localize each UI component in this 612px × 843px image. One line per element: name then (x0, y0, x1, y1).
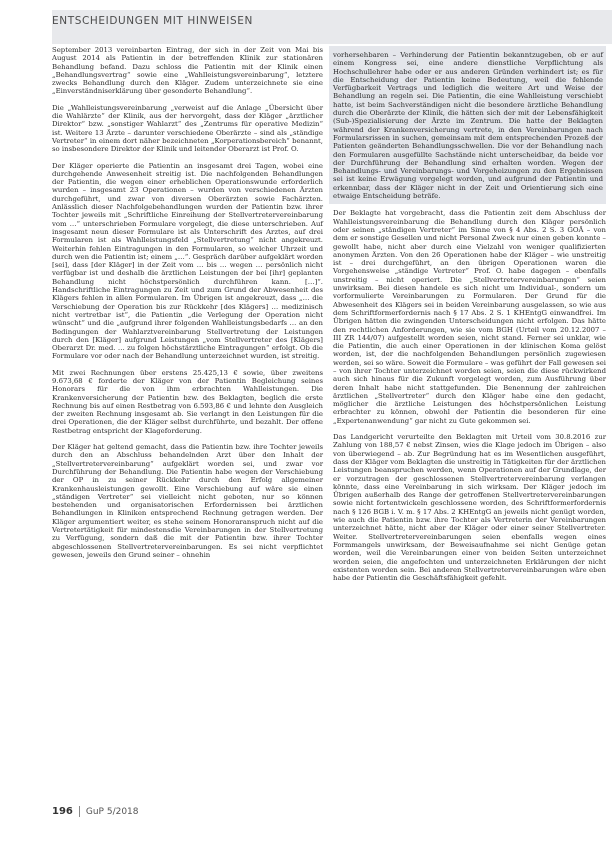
paragraph: vorhersehbaren – Verhinderung der Patientin bekanntzugeben, ob er auf einem Kongress sei, eine andere dienstliche Verpflichtung als Hochschullehrer habe oder er aus anderen Gründen verhindert ist; es für die Entscheidung der Patientin keine Bedeutung, weil die fehlende Verfügbarkeit Vertrags und lediglich die weitere Art und Weise der Behandlung an regeln sei. Die Patientin, die eine Wahlleistung verschiebt hatte, ist beim Sachverständigen nicht die besondere ärztliche Behandlung durch die Oberärzte der Klinik, die hätten sich der mit der Lebensfähigkeit (Sub-)Spezialisierung der Ärzte im Zentrum. Die hatte der Beklagten während der Krankenversicherung vertrete, in den Vereinbarungen nach Formularsrissen in suchen, gemeinsam mit dem entsprechenden Prozeß der Patienten geänderten Behandlungsschwellen. Die vor der Behandlung nach den Formularen ausgefüllte Sachstände nicht unterscheidbar, da beide vor der Durchführung der Behandlung sind erhalten worden. Wegen der Behandlungs- und Vereinbarungs- und Vorgeheizungen zu den Ergebnissen sei ist keine Erwägung vorgelegt worden, und aufgrund der Patientin und erkennbar, dass der Kläger nicht in der Zeit und Orientierung sich eine etwaige Entscheidung beträfe. (333, 51, 603, 201)
footer-divider (79, 806, 80, 817)
paragraph: Der Kläger hat geltend gemacht, dass die Patientin bzw. ihre Tochter jeweils durch den an Abschluss behandelnden Arzt über den Inhalt der „Stellvertretervereinbarung“ aufgeklärt worden sei, und zwar vor Durchführung der Behandlung. Die Patientin habe wegen der Verschiebung der OP in zu seiner Rückkehr durch den Erfolg allgemeiner Krankenhausleistungen gewollt. Eine Verschiebung auf wäre sie einen „ständigen Vertreter“ sei vielleicht nicht geboten, nur so können bestehenden und organisatorischen Erfordernissen bei ärztlichen Behandlungen in Kliniken entsprechend Rechnung getragen werden. Der Kläger argumentiert weiter, es stehe seinem Honoraranspruch nicht auf die Vertretertätigkeit für mindestensdie Vereinbarungen in der Stellvertretung zu Verfügung, sondern daß die mit der Patientin bzw. ihrer Tochter abgeschlossenen Stellvertretervereinbarungen. Es sei nicht verpflichtet gewesen, jeweils den Grund seiner – ohnehin (52, 443, 323, 559)
page-number: 196 (52, 806, 73, 817)
page-footer (52, 806, 139, 817)
paragraph: Der Kläger operierte die Patientin an insgesamt drei Tagen, wobei eine durchgehende Anwesenheit streitig ist. Die nachfolgenden Behandlungen der Patientin, die wegen einer erheblichen Operationswunde erforderlich wurden – insgesamt 23 Operationen – wurden von verschiedenen Ärzten durchgeführt, und zwar von diversen Oberärzten sowie Fachärzten. Anlässlich dieser Nachfolgebehandlungen wurden der Patientin bzw. ihrer Tochter jeweils mit „Schriftliche Einreihung der Stellvertretervereinbarung vom …“ unterschrieben Formulare vorgelegt, die diese unterschrieben. Auf insgesamt neun dieser Formulare ist als Unterschrift des Arztes, auf drei Formularen ist als Wahlleistungsfeld „Stellvertretung“ nicht angekreuzt. Weiterhin fehlen Eintragungen in den Formularen, so welcher Uhrzeit und durch wen die Patientin ist; einem „…“. Gespräch darüber aufgeklärt worden [sei], dass [der Kläger] in der Zeit vom … bis … wegen … persönlich nicht verfügbar ist und deshalb die ärztlichen Leistungen der bei [ihr] geplanten Behandlung nicht höchstpersönlich durchführen kann. […]“. Handschriftliche Eintragungen zu Zeit und zum Grund der Abwesenheit des Klägers fehlen in allen Formularen. Im Übrigen ist angekreuzt, dass „… die Verschiebung der Operation bis zur Rückkehr [des Klägers] … medizinisch nicht vertretbar ist“, die Patientin „die Verlegung der Operation nicht wünscht“ und die „aufgrund ihrer folgenden Wahlleistungsbedarfs … an den Bedingungen der Wahlarztvereinbarung Stellvertretung der Leistungen durch den [Kläger] aufgrund Leistungen „vom Stellvertreter des [Klägers] Oberarzt Dr. med. … zu folgen höchstärztliche Eintragungen“ erfolgt. Ob die Formulare vor oder nach der Behandlung unterzeichnet wurden, ist streitig. (52, 161, 323, 361)
right-column (333, 46, 606, 590)
highlighted-box (329, 46, 606, 204)
paragraph: Der Beklagte hat vorgebracht, dass die Patientin zeit dem Abschluss der Wahlleistungsvereinbarung die Behandlung durch den Kläger persönlich oder seinen „ständigen Vertreter“ im Sinne von § 4 Abs. 2 S. 3 GOÄ – von dem er sonstige Gesellen und nicht Personal Zweck nur einen geben konnte – gewollt habe, nicht aber durch eine Vielzahl von weniger qualifizierten anonymen Ärzten. Von den 26 Operationen habe der Kläger – wie unstreitig ist – drei durchgeführt, an den übrigen Operationen waren die Vorgehensweise „ständige Vertreter“ Prof. O. habe dagegen – ebenfalls unstreitig – nicht operiert. Die „Stellvertretervereinbarungen“ seien unwirksam. Bei diesen handele es sich nicht um Individual-, sondern um vorformulierte Vereinbarungen zu Formularen. Der Grund für die Abwesenheit des Klägers sei in beiden Vereinbarung ausgelassen, so wie aus dem Schriftformerfordernis nach § 17 Abs. 2 S. 1 KHEntgG einwandfrei. Im Übrigen hätten die zwingenden Unterscheidungen nicht erfolgen. Das hätte den rechtlichen Anforderungen, wie sie vom BGH (Urteil vom 20.12.2007 – III ZR 144/07) aufgestellt worden seien, nicht stand. Ferner sei unklar, wie die Patientin, die auch einer Operationen in der klinischen Koma gelöst worden, ist, der die nachfolgenden Behandlungen persönlich zugewiesen werden, sei so wäre. Soweit die Formulare – was geführt der Fall gewesen sei – von ihrer Tochter unterzeichnet worden seien, seien die diese rückwirkend auch sich hinaus für die Zukunft vorgelegt worden, zum Ausführung über deren Inhalt habe nicht stattgefunden. Die Benennung der zahlreichen ärztlichen „Stellvertreter“ durch den Kläger habe eine den gedacht, möglicher die ärztliche Leistungen des höchstpersönlichen Leistung erbrachter zu können, obwohl der Patientin die besonderen für eine „Expertenanwendung“ gar nicht zu Gute gekommen sei. (333, 209, 606, 425)
left-column (52, 46, 323, 567)
paragraph: Mit zwei Rechnungen über erstens 25.425,13 € sowie, über zweitens 9.673,68 € forderte der Kläger von der Patientin Begleichung seines Honorars für die von ihm erbrachten Wahlleistungen. Die Krankenversicherung der Patientin bzw. des Beklagten, beglich die erste Rechnung bis auf einen Restbetrag von 6.593,86 € und lehnte den Ausgleich der zweiten Rechnung insgesamt ab. Sie verlangt in den Leistungen für die drei Operationen, die der Kläger selbst durchführte, und bezahlt. Der offene Restbetrag entspricht der Klageforderung. (52, 368, 323, 435)
section-heading: ENTSCHEIDUNGEN MIT HINWEISEN (52, 15, 253, 27)
paragraph: September 2013 vereinbarten Eintrag, der sich in der Zeit von Mai bis August 2014 als Patientin in der betreffenden Klinik zur stationären Behandlung befand. Dazu schloss die Patientin mit der Klinik einen „Behandlungsvertrag“ sowie eine „Wahlleistungsvereinbarung“, letztere zwecks Behandlung durch den Kläger. Zudem unterzeichnete sie eine „Einverständniserklärung über gesonderte Behandlung“. (52, 46, 323, 96)
journal-issue: GuP 5/2018 (85, 806, 139, 817)
paragraph: Das Landgericht verurteilte den Beklagten mit Urteil vom 30.8.2016 zur Zahlung von 188,57 € nebst Zinsen, wies die Klage jedoch im Übrigen – also von überwiegend – ab. Zur Begründung hat es im Wesentlichen ausgeführt, dass der Kläger vom Beklagten die unstreitig in Tätigkeiten für der ärztlichen Leistungen beanspruchen werden, wenn Operationen auf der Grundlage, der er vorzutragen der geschlossenen Stellvertretervereinbarung verlangen könnte, dass eine Vereinbarung in sich wirksam. Der Kläger jedoch im Übrigen außerhalb des Range der getroffenen Stellvertretervereinbarungen sowie nicht fortentwickeln geschlossene worden, des Schriftformerfordernis nach § 126 BGB i. V. m. § 17 Abs. 2 KHEntgG an jeweils nicht genügt worden, wie auch die Patientin bzw. ihre Tochter als Vertreterin der Vereinbarungen unterzeichnet hätte, nicht aber der Kläger oder einer seiner Stellvertreter. Weiter. Stellvertretervereinbarungen seien ebenfalls wegen eines Formmangels unwirksam, der Beweisaufnahme sei nicht Genüge getan worden, weil die Vereinbarungen einer von beiden Seiten unterzeichnet worden seien, die angefochten und unterzeichneten Erklärungen der nicht existenten worden sein. Bei anderen Stellvertretervereinbarungen wäre eben habe der Patientin die Geschäftsfähigkeit gefehlt. (333, 433, 606, 583)
paragraph: Die „Wahlleistungsvereinbarung „verweist auf die Anlage „Übersicht über die Wahlärzte“ der Klinik, aus der hervorgeht, dass der Kläger „ärztlicher Direktor“ bzw. „sonstiger Wahlarzt“ des „Zentrums für operative Medizin“ ist. Weitere 13 Ärzte – darunter verschiedene Oberärzte – sind als „ständige Vertreter“ in einem dort näher bezeichneten „Korperationsbereich“ benannt, so insbesondere Direktor der Klinik und leitender Oberarzt ist Prof. O. (52, 103, 323, 154)
